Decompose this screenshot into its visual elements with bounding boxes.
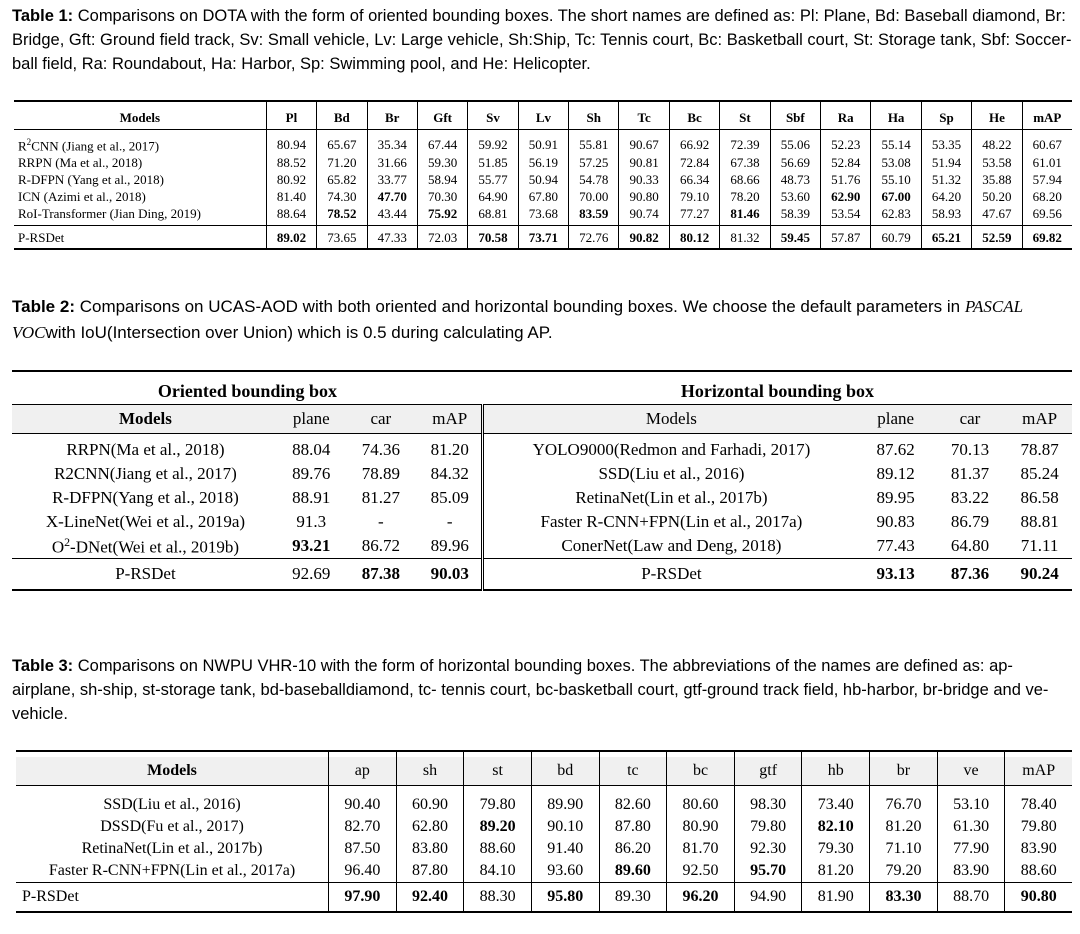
table-cell: 73.65 <box>317 226 367 250</box>
table-cell: 73.68 <box>518 205 568 222</box>
column-header: Br <box>367 106 417 130</box>
table-cell: 94.90 <box>734 883 802 913</box>
table-cell: 79.20 <box>870 860 938 883</box>
model-name <box>12 510 279 534</box>
table-cell: 92.30 <box>734 838 802 860</box>
table1 <box>14 100 1072 250</box>
table-cell: 80.90 <box>667 816 735 838</box>
table-cell: 78.89 <box>361 464 400 483</box>
table-cell: 50.94 <box>518 171 568 188</box>
column-header: mAP <box>1022 106 1072 130</box>
table-cell: 61.30 <box>937 816 1005 838</box>
table-cell: 68.66 <box>720 171 770 188</box>
table-cell: 98.30 <box>734 786 802 817</box>
table-cell: 81.20 <box>430 440 469 459</box>
table3-header-row <box>16 757 1072 786</box>
table-cell: 88.04 <box>292 440 331 459</box>
table-cell: 89.60 <box>599 860 667 883</box>
model-name: RetinaNet(Lin et al., 2017b) <box>483 486 859 510</box>
table2-top-rule <box>12 371 1072 378</box>
table-cell: 91.3 <box>296 512 327 531</box>
model-name-prefix: O <box>51 537 65 557</box>
column-header: br <box>870 757 938 786</box>
table-cell: 52.84 <box>821 154 871 171</box>
table-cell: 57.87 <box>821 226 871 250</box>
table-cell: 89.12 <box>876 464 915 483</box>
table-cell: 92.40 <box>396 883 464 913</box>
table-cell: 77.27 <box>669 205 719 222</box>
table-cell: 70.00 <box>569 188 619 205</box>
table-cell: 53.54 <box>821 205 871 222</box>
group-header-horizontal: Horizontal bounding box <box>680 380 874 401</box>
table-cell: 58.39 <box>770 205 820 222</box>
table-cell: 90.80 <box>1005 883 1072 913</box>
column-header: Models <box>483 405 859 434</box>
table-cell: 43.44 <box>367 205 417 222</box>
table-cell: 87.50 <box>329 838 397 860</box>
table-cell: 73.40 <box>802 786 870 817</box>
table-cell: 62.80 <box>396 816 464 838</box>
model-name-superscript: 2 <box>26 137 32 147</box>
table-cell: 59.30 <box>417 154 467 171</box>
column-header: Ha <box>871 106 921 130</box>
table-cell: 76.70 <box>870 786 938 817</box>
table1-header-row <box>14 106 1072 130</box>
table-cell: 53.08 <box>871 154 921 171</box>
table-cell: 83.22 <box>950 488 990 507</box>
model-name <box>14 154 266 171</box>
column-header: He <box>972 106 1022 130</box>
table-cell: 90.74 <box>619 205 669 222</box>
table-row <box>14 188 1072 205</box>
table-cell: 95.70 <box>734 860 802 883</box>
table2-header-row <box>12 405 1072 434</box>
model-name: RetinaNet(Lin et al., 2017b) <box>81 840 263 857</box>
table-cell: 35.88 <box>972 171 1022 188</box>
table-cell: - <box>446 512 453 531</box>
table-cell: 90.24 <box>1007 559 1072 591</box>
table3-caption <box>12 654 1072 726</box>
table-cell: 69.56 <box>1022 205 1072 222</box>
table-cell: 84.32 <box>430 464 469 483</box>
table-cell: 66.34 <box>669 171 719 188</box>
table-cell: 97.90 <box>329 883 397 913</box>
table-cell: 88.52 <box>266 154 316 171</box>
table3-caption-text: Comparisons on NWPU VHR-10 with the form of horizontal bounding boxes. The abbreviations of the names are defined as: ap-airplane, sh-ship, st-storage tank, bd-baseballdiamond, tc- tennis court, bc-basketball court, gtf-ground track field, hb-harbor, br-bridge and ve-vehicle. <box>12 657 1049 723</box>
table3-final-row <box>16 883 1072 913</box>
table-cell: 69.82 <box>1022 226 1072 250</box>
model-name <box>12 434 279 463</box>
column-header: mAP <box>1007 405 1072 434</box>
table-cell: 57.94 <box>1022 171 1072 188</box>
table-cell: 89.76 <box>292 464 331 483</box>
table-row <box>12 510 1072 534</box>
table-cell: 90.40 <box>329 786 397 817</box>
table-cell: 82.60 <box>599 786 667 817</box>
model-name-superscript: 2 <box>64 534 71 549</box>
model-name: ConerNet(Law and Deng, 2018) <box>483 534 859 559</box>
table1-caption <box>12 4 1072 76</box>
table-cell: 90.82 <box>619 226 669 250</box>
column-header: Bd <box>317 106 367 130</box>
column-header: hb <box>802 757 870 786</box>
model-name: P-RSDet <box>16 883 329 913</box>
column-header: Lv <box>518 106 568 130</box>
model-name <box>12 486 279 510</box>
table-cell: 78.40 <box>1005 786 1072 817</box>
table-cell: 70.13 <box>950 440 990 459</box>
model-name <box>12 534 279 559</box>
table3-label: Table 3: <box>12 657 74 675</box>
table-cell: 70.30 <box>417 188 467 205</box>
table-cell: 72.84 <box>669 154 719 171</box>
table-cell: 51.94 <box>921 154 971 171</box>
table-row <box>14 154 1072 171</box>
model-name-prefix: R <box>18 138 27 154</box>
table-cell: 86.20 <box>599 838 667 860</box>
table-cell: 55.10 <box>871 171 921 188</box>
table-cell: 96.20 <box>667 883 735 913</box>
table-cell: 80.92 <box>266 171 316 188</box>
column-header: Models <box>14 106 266 130</box>
table-cell: 67.00 <box>871 188 921 205</box>
model-name-text: RRPN(Ma et al., 2018) <box>66 440 225 459</box>
table-cell: 92.69 <box>279 559 344 591</box>
column-header: St <box>720 106 770 130</box>
table-row <box>16 838 1072 860</box>
table-row <box>14 134 1072 154</box>
column-header: gtf <box>734 757 802 786</box>
model-name-text: R-DFPN(Yang et al., 2018) <box>52 488 239 507</box>
table-cell: 75.92 <box>417 205 467 222</box>
column-header: Sv <box>468 106 518 130</box>
table-cell: 60.90 <box>396 786 464 817</box>
column-header: mAP <box>418 405 483 434</box>
table-cell: 81.90 <box>802 883 870 913</box>
model-name-text: RoI-Transformer (Jian Ding, 2019) <box>18 206 201 222</box>
model-name <box>14 205 266 222</box>
table-cell: 79.80 <box>734 816 802 838</box>
table-cell: 90.33 <box>619 171 669 188</box>
table-cell: 77.90 <box>937 838 1005 860</box>
table-cell: 88.60 <box>1005 860 1072 883</box>
table-cell: 50.20 <box>972 188 1022 205</box>
table-cell: 52.23 <box>821 134 871 154</box>
table-cell: 81.46 <box>720 205 770 222</box>
table-cell: 87.80 <box>396 860 464 883</box>
table2 <box>12 370 1072 591</box>
column-header: st <box>464 757 532 786</box>
model-name-text: R2CNN(Jiang et al., 2017) <box>54 464 237 483</box>
table-cell: 58.94 <box>417 171 467 188</box>
table-row <box>12 486 1072 510</box>
table-row <box>16 860 1072 883</box>
table2-caption-italic: PASCAL VOC <box>12 297 1023 342</box>
table-cell: 51.76 <box>821 171 871 188</box>
table-cell: 83.30 <box>870 883 938 913</box>
table-cell: 81.20 <box>870 816 938 838</box>
table-cell: 66.92 <box>669 134 719 154</box>
table-cell: 47.67 <box>972 205 1022 222</box>
table-cell: 81.70 <box>667 838 735 860</box>
table-cell: 89.96 <box>430 536 469 555</box>
model-name <box>14 188 266 205</box>
column-header: Sh <box>569 106 619 130</box>
column-header: plane <box>858 405 932 434</box>
table3 <box>16 750 1072 913</box>
model-name: P-RSDet <box>14 226 266 250</box>
model-name: P-RSDet <box>12 559 279 591</box>
table-cell: 59.45 <box>770 226 820 250</box>
model-name-text: -DNet(Wei et al., 2019b) <box>70 537 240 557</box>
column-header: Sbf <box>770 106 820 130</box>
table-cell: 87.36 <box>933 559 1007 591</box>
table2-caption-text-a: Comparisons on UCAS-AOD with both oriented and horizontal bounding boxes. We choose the default parameters in <box>74 297 965 316</box>
model-name: YOLO9000(Redmon and Farhadi, 2017) <box>483 434 859 463</box>
table-cell: 52.59 <box>972 226 1022 250</box>
table1-final-row <box>14 226 1072 250</box>
column-header: Bc <box>669 106 719 130</box>
column-header: bd <box>531 757 599 786</box>
table-cell: 60.79 <box>871 226 921 250</box>
table-cell: 86.58 <box>1020 488 1059 507</box>
table-cell: 79.80 <box>464 786 532 817</box>
column-header: car <box>933 405 1007 434</box>
table-cell: 33.77 <box>367 171 417 188</box>
table-cell: 85.24 <box>1020 464 1059 483</box>
model-name-text: R-DFPN (Yang et al., 2018) <box>18 172 165 188</box>
table-cell: 65.82 <box>317 171 367 188</box>
table-row <box>14 205 1072 222</box>
column-header: Tc <box>619 106 669 130</box>
table-cell: 61.01 <box>1022 154 1072 171</box>
table-cell: 64.80 <box>950 536 990 555</box>
table-cell: 81.27 <box>361 488 400 507</box>
table-cell: 88.30 <box>464 883 532 913</box>
table-cell: 59.92 <box>468 134 518 154</box>
table-cell: 47.33 <box>367 226 417 250</box>
table-cell: 53.35 <box>921 134 971 154</box>
column-header: Pl <box>266 106 316 130</box>
table-cell: 90.80 <box>619 188 669 205</box>
table-row <box>12 434 1072 463</box>
table-cell: 56.69 <box>770 154 820 171</box>
table2-group-row <box>12 378 1072 405</box>
column-header: plane <box>279 405 344 434</box>
table2-final-row <box>12 559 1072 591</box>
table-row <box>12 534 1072 559</box>
table-cell: 88.64 <box>266 205 316 222</box>
table-cell: 89.90 <box>531 786 599 817</box>
model-name: Faster R-CNN+FPN(Lin et al., 2017a) <box>48 862 296 879</box>
table-cell: 89.20 <box>464 816 532 838</box>
table-cell: 95.80 <box>531 883 599 913</box>
table-cell: 87.80 <box>599 816 667 838</box>
table-cell: 74.30 <box>317 188 367 205</box>
table-cell: 67.80 <box>518 188 568 205</box>
table-cell: 62.83 <box>871 205 921 222</box>
model-name-text: RRPN (Ma et al., 2018) <box>18 155 143 171</box>
model-name-text: CNN (Jiang et al., 2017) <box>31 138 160 154</box>
table-cell: 80.94 <box>266 134 316 154</box>
table-cell: 86.79 <box>950 512 990 531</box>
table-cell: 47.70 <box>367 188 417 205</box>
table-cell: 68.20 <box>1022 188 1072 205</box>
table-cell: 78.52 <box>317 205 367 222</box>
table-cell: 72.39 <box>720 134 770 154</box>
table-cell: 74.36 <box>361 440 400 459</box>
column-header: ve <box>937 757 1005 786</box>
table1-label: Table 1: <box>12 7 74 25</box>
table-cell: 85.09 <box>430 488 469 507</box>
table-cell: 79.80 <box>1005 816 1072 838</box>
table-cell: 90.03 <box>418 559 483 591</box>
table2-caption-text-b: with IoU(Intersection over Union) which is 0.5 during calculating AP. <box>45 323 553 342</box>
table-cell: 55.06 <box>770 134 820 154</box>
table-cell: 87.38 <box>344 559 418 591</box>
table-cell: 64.90 <box>468 188 518 205</box>
table-cell: 67.44 <box>417 134 467 154</box>
table-cell: - <box>378 512 384 531</box>
column-header: Models <box>12 405 279 434</box>
model-name <box>12 462 279 486</box>
group-header-oriented: Oriented bounding box <box>157 380 337 401</box>
table-cell: 58.93 <box>921 205 971 222</box>
model-name-text: ICN (Azimi et al., 2018) <box>18 189 146 205</box>
table-cell: 93.60 <box>531 860 599 883</box>
table-cell: 50.91 <box>518 134 568 154</box>
table-cell: 92.50 <box>667 860 735 883</box>
table-cell: 93.21 <box>292 536 331 555</box>
model-name: Faster R-CNN+FPN(Lin et al., 2017a) <box>483 510 859 534</box>
column-header: tc <box>599 757 667 786</box>
table-cell: 81.37 <box>950 464 990 483</box>
table-cell: 88.81 <box>1020 512 1059 531</box>
table-cell: 71.10 <box>870 838 938 860</box>
table-cell: 88.60 <box>464 838 532 860</box>
table-cell: 71.11 <box>1020 536 1059 555</box>
table-cell: 72.76 <box>569 226 619 250</box>
table-cell: 90.81 <box>619 154 669 171</box>
table-cell: 83.59 <box>569 205 619 222</box>
table-cell: 68.81 <box>468 205 518 222</box>
column-header: mAP <box>1005 757 1072 786</box>
table-row <box>16 786 1072 817</box>
model-name: DSSD(Fu et al., 2017) <box>100 818 244 835</box>
column-header: ap <box>329 757 397 786</box>
table-cell: 89.30 <box>599 883 667 913</box>
table-cell: 35.34 <box>367 134 417 154</box>
table-cell: 83.90 <box>937 860 1005 883</box>
table-cell: 96.40 <box>329 860 397 883</box>
model-name: SSD(Liu et al., 2016) <box>103 796 241 813</box>
table-cell: 51.85 <box>468 154 518 171</box>
model-name-text: X-LineNet(Wei et al., 2019a) <box>45 512 246 531</box>
table2-caption <box>12 294 1072 346</box>
column-header: car <box>344 405 418 434</box>
table-cell: 73.71 <box>518 226 568 250</box>
table-cell: 65.67 <box>317 134 367 154</box>
table-cell: 62.90 <box>821 188 871 205</box>
table-cell: 90.83 <box>876 512 915 531</box>
table-cell: 55.14 <box>871 134 921 154</box>
column-header: Gft <box>417 106 467 130</box>
table-cell: 55.81 <box>569 134 619 154</box>
table-cell: 77.43 <box>876 536 915 555</box>
table-row <box>16 816 1072 838</box>
table-cell: 93.13 <box>858 559 932 591</box>
table-cell: 80.60 <box>667 786 735 817</box>
table-cell: 89.02 <box>266 226 316 250</box>
table-cell: 65.21 <box>921 226 971 250</box>
table-cell: 83.90 <box>1005 838 1072 860</box>
table-cell: 70.58 <box>468 226 518 250</box>
table-cell: 57.25 <box>569 154 619 171</box>
table-cell: 88.91 <box>292 488 331 507</box>
table-cell: 86.72 <box>361 536 400 555</box>
table-cell: 90.10 <box>531 816 599 838</box>
table-cell: 56.19 <box>518 154 568 171</box>
table-row <box>14 171 1072 188</box>
column-header: Ra <box>821 106 871 130</box>
table-cell: 31.66 <box>367 154 417 171</box>
table-cell: 64.20 <box>921 188 971 205</box>
table-cell: 81.40 <box>266 188 316 205</box>
table-cell: 67.38 <box>720 154 770 171</box>
table-cell: 81.32 <box>720 226 770 250</box>
table-cell: 72.03 <box>417 226 467 250</box>
table-row <box>12 462 1072 486</box>
table-cell: 79.30 <box>802 838 870 860</box>
table-cell: 88.70 <box>937 883 1005 913</box>
table-cell: 54.78 <box>569 171 619 188</box>
table-cell: 82.10 <box>802 816 870 838</box>
table-cell: 53.58 <box>972 154 1022 171</box>
table-cell: 48.73 <box>770 171 820 188</box>
model-name <box>14 134 266 154</box>
table-cell: 79.10 <box>669 188 719 205</box>
table-cell: 81.20 <box>802 860 870 883</box>
table-cell: 78.87 <box>1020 440 1059 459</box>
model-name: P-RSDet <box>483 559 859 591</box>
table-cell: 83.80 <box>396 838 464 860</box>
model-name: SSD(Liu et al., 2016) <box>483 462 859 486</box>
table-cell: 48.22 <box>972 134 1022 154</box>
column-header: Sp <box>921 106 971 130</box>
table-cell: 51.32 <box>921 171 971 188</box>
column-header: sh <box>396 757 464 786</box>
table-cell: 53.10 <box>937 786 1005 817</box>
table-cell: 53.60 <box>770 188 820 205</box>
table-cell: 60.67 <box>1022 134 1072 154</box>
table-cell: 91.40 <box>531 838 599 860</box>
table-cell: 80.12 <box>669 226 719 250</box>
column-header: bc <box>667 757 735 786</box>
table-cell: 90.67 <box>619 134 669 154</box>
table-cell: 87.62 <box>876 440 915 459</box>
table1-caption-text: Comparisons on DOTA with the form of oriented bounding boxes. The short names are defined as: Pl: Plane, Bd: Baseball diamond, Br: Bridge, Gft: Ground field track, Sv: Small vehicle, Lv: Large vehicle, Sh:Ship, Tc: Tennis court, Bc: Basketball court, St: Storage tank, Sbf: Soccer-ball field, Ra: Roundabout, Ha: Harbor, Sp: Swimming pool, and He: Helicopter. <box>12 7 1072 73</box>
table-cell: 84.10 <box>464 860 532 883</box>
column-header: Models <box>16 757 329 786</box>
table-cell: 82.70 <box>329 816 397 838</box>
model-name <box>14 171 266 188</box>
table-cell: 78.20 <box>720 188 770 205</box>
table-cell: 55.77 <box>468 171 518 188</box>
table-cell: 71.20 <box>317 154 367 171</box>
table2-label: Table 2: <box>12 297 75 316</box>
table-cell: 89.95 <box>876 488 915 507</box>
